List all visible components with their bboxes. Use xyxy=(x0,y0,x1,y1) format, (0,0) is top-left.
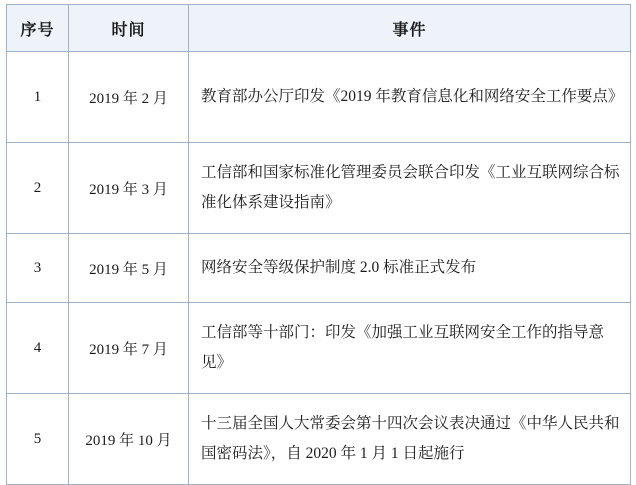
table-row xyxy=(7,394,631,485)
cell-event: 工信部等十部门：印发《加强工业互联网安全工作的指导意见》 xyxy=(189,303,631,394)
table-row xyxy=(7,52,631,143)
table-body xyxy=(7,52,631,485)
cell-index: 1 xyxy=(7,52,69,143)
table-header-row xyxy=(7,5,631,52)
event-table xyxy=(6,4,631,485)
cell-time: 2019 年 7 月 xyxy=(69,303,189,394)
column-header-time: 时间 xyxy=(69,5,189,52)
cell-index: 3 xyxy=(7,234,69,303)
column-header-index: 序号 xyxy=(7,5,69,52)
cell-index: 4 xyxy=(7,303,69,394)
cell-time: 2019 年 3 月 xyxy=(69,143,189,234)
cell-time: 2019 年 2 月 xyxy=(69,52,189,143)
cell-index: 2 xyxy=(7,143,69,234)
cell-time: 2019 年 5 月 xyxy=(69,234,189,303)
cell-event: 网络安全等级保护制度 2.0 标准正式发布 xyxy=(189,234,631,303)
table-row xyxy=(7,143,631,234)
cell-event: 教育部办公厅印发《2019 年教育信息化和网络安全工作要点》 xyxy=(189,52,631,143)
column-header-event: 事件 xyxy=(189,5,631,52)
cell-event: 十三届全国人大常委会第十四次会议表决通过《中华人民共和国密码法》，自 2020 年 1 月 1 日起施行 xyxy=(189,394,631,485)
table-header xyxy=(7,5,631,52)
table-row xyxy=(7,234,631,303)
cell-event: 工信部和国家标准化管理委员会联合印发《工业互联网综合标准化体系建设指南》 xyxy=(189,143,631,234)
cell-index: 5 xyxy=(7,394,69,485)
table-row xyxy=(7,303,631,394)
cell-time: 2019 年 10 月 xyxy=(69,394,189,485)
